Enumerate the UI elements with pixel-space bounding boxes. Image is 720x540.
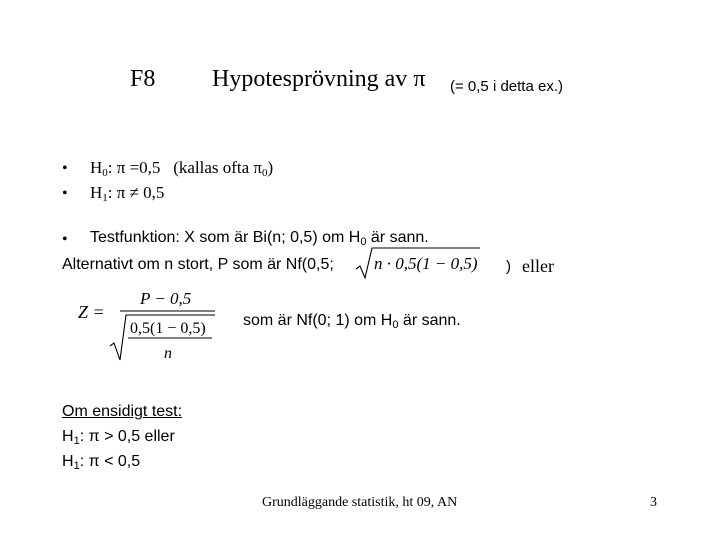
test-function-text: Testfunktion: X som är Bi(n; 0,5) om H0 är sann. (90, 229, 429, 248)
one-sided-line-2: H1: π < 0,5 (62, 453, 141, 472)
slide-label: F8 (130, 66, 156, 92)
z-lhs: Z = (78, 302, 105, 322)
page-number: 3 (650, 495, 657, 510)
alternative-text: Alternativt om n stort, P som är Nf(0,5; (62, 256, 334, 273)
bullet-icon: • (62, 185, 68, 202)
sqrt-radicand: n · 0,5(1 − 0,5) (374, 254, 478, 273)
alt-close-paren: ) (506, 258, 511, 275)
slide-title (212, 66, 425, 93)
one-sided-heading: Om ensidigt test: (62, 403, 183, 420)
bullet-icon: • (62, 160, 68, 177)
alt-suffix: eller (522, 256, 554, 276)
slide-title-text: Hypotesprövning av (212, 66, 408, 92)
pi-symbol: π (413, 66, 426, 92)
z-formula (72, 288, 222, 368)
bullet-icon: • (62, 231, 68, 248)
sqrt-formula (352, 245, 482, 281)
slide-title-note: (= 0,5 i detta ex.) (450, 78, 563, 95)
z-inner-denominator: n (164, 345, 172, 362)
h0-note: (kallas ofta π0) (173, 158, 274, 179)
hypothesis-h1: H1: π ≠ 0,5 (90, 183, 165, 204)
z-numerator: P − 0,5 (140, 289, 192, 308)
hypothesis-h0: H0: π =0,5 (kallas ofta π0) (90, 158, 274, 179)
z-inner-numerator: 0,5(1 − 0,5) (130, 320, 206, 337)
one-sided-line-1: H1: π > 0,5 eller (62, 428, 175, 447)
z-description: som är Nf(0; 1) om H0 är sann. (243, 312, 461, 331)
footer-text: Grundläggande statistik, ht 09, AN (262, 495, 458, 510)
